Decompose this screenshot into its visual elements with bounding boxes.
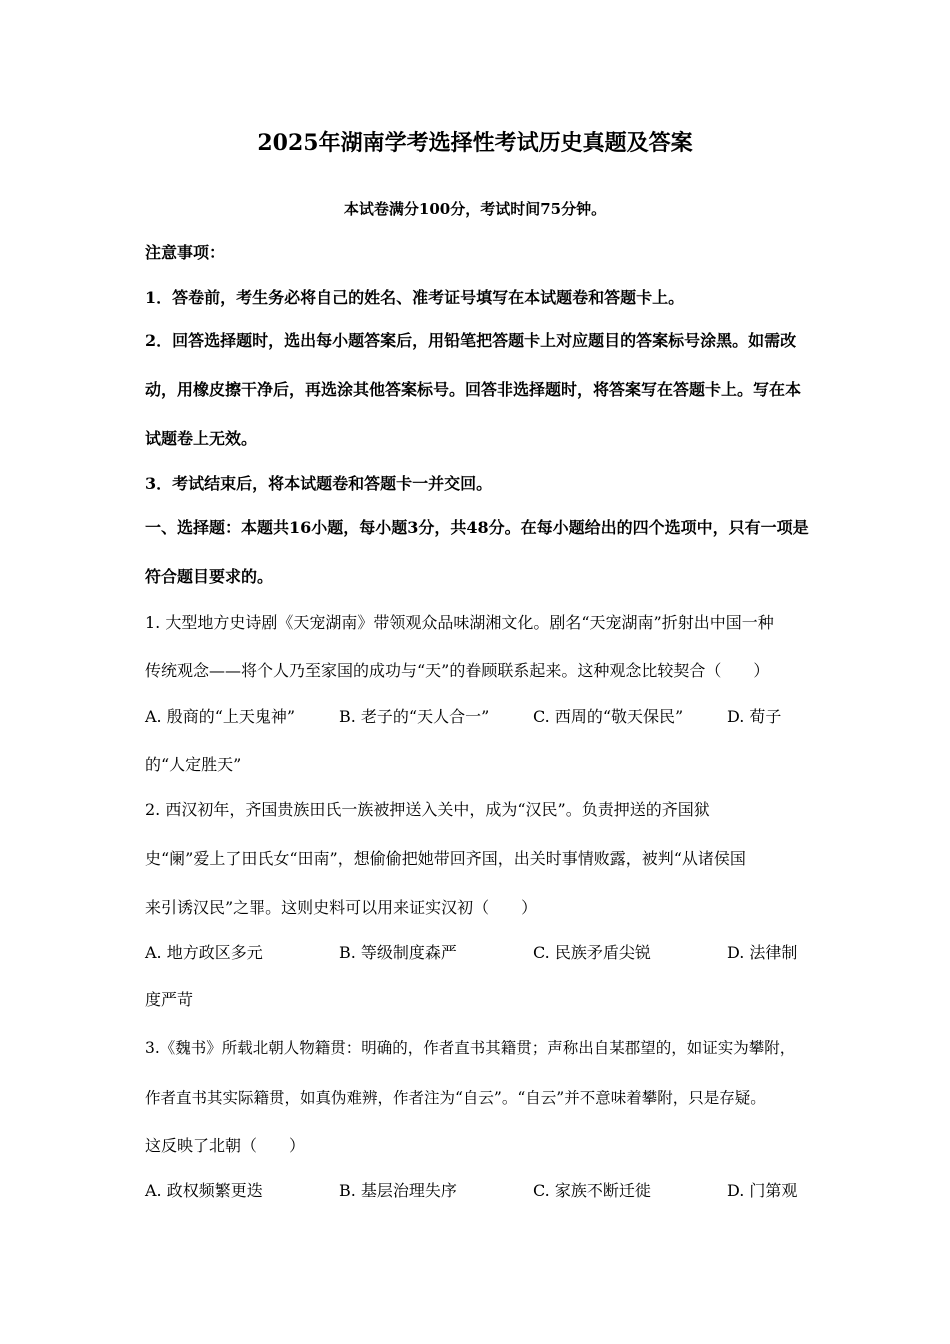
question-3-option-d: D. 门第观 — [727, 1181, 798, 1200]
question-1-option-a: A. 殷商的“上天鬼神” — [145, 707, 296, 726]
page-title: 2025年湖南学考选择性考试历史真题及答案 — [257, 130, 693, 156]
notice-item-1: 1．答卷前，考生务必将自己的姓名、准考证号填写在本试题卷和答题卡上。 — [145, 288, 685, 307]
question-3-option-c: C. 家族不断迁徙 — [533, 1181, 651, 1200]
notice-item-2-line-2: 动，用橡皮擦干净后，再选涂其他答案标号。回答非选择题时，将答案写在答题卡上。写在本 — [145, 380, 802, 399]
notice-heading: 注意事项： — [145, 243, 226, 262]
question-3-option-b: B. 基层治理失序 — [339, 1181, 457, 1200]
notice-item-3: 3．考试结束后，将本试题卷和答题卡一并交回。 — [145, 474, 493, 493]
question-3-line-3: 这反映了北朝（ ） — [145, 1136, 306, 1155]
question-1-line-2: 传统观念——将个人乃至家国的成功与“天”的眷顾联系起来。这种观念比较契合（ ） — [145, 661, 770, 680]
question-1-option-b: B. 老子的“天人合一” — [339, 707, 490, 726]
notice-item-2-line-3: 试题卷上无效。 — [145, 429, 258, 448]
question-1-option-c: C. 西周的“敬天保民” — [533, 707, 684, 726]
section-heading-line-2: 符合题目要求的。 — [145, 567, 274, 586]
question-2-line-3: 来引诱汉民”之罪。这则史料可以用来证实汉初（ ） — [145, 898, 538, 917]
question-2-option-d-continued: 度严苛 — [145, 990, 194, 1009]
question-3-line-2: 作者直书其实际籍贯，如真伪难辨，作者注为“自云”。“自云”并不意味着攀附，只是存疑。 — [145, 1089, 766, 1107]
question-3-option-a: A. 政权频繁更迭 — [145, 1181, 263, 1200]
question-2-line-1: 2. 西汉初年，齐国贵族田氏一族被押送入关中，成为“汉民”。负责押送的齐国狱 — [145, 800, 710, 819]
question-1-option-d-continued: 的“人定胜天” — [145, 755, 242, 774]
section-heading-line-1: 一、选择题：本题共16小题，每小题3分，共48分。在每小题给出的四个选项中，只有一项是 — [145, 518, 809, 537]
question-2-option-a: A. 地方政区多元 — [145, 943, 263, 962]
question-3-line-1: 3.《魏书》所载北朝人物籍贯：明确的，作者直书其籍贯；声称出自某郡望的，如证实为攀附， — [145, 1039, 796, 1057]
question-2-option-b: B. 等级制度森严 — [339, 943, 457, 962]
notice-item-2-line-1: 2．回答选择题时，选出每小题答案后，用铅笔把答题卡上对应题目的答案标号涂黑。如需改 — [145, 331, 797, 350]
exam-info: 本试卷满分100分，考试时间75分钟。 — [343, 200, 607, 218]
question-1-option-d: D. 荀子 — [727, 707, 782, 726]
question-2-line-2: 史“阑”爱上了田氏女“田南”，想偷偷把她带回齐国，出关时事情败露，被判“从诸侯国 — [145, 849, 746, 868]
question-1-line-1: 1. 大型地方史诗剧《天宠湖南》带领观众品味湖湘文化。剧名“天宠湖南”折射出中国一种 — [145, 613, 774, 632]
question-2-option-d: D. 法律制 — [727, 943, 798, 962]
question-2-option-c: C. 民族矛盾尖锐 — [533, 943, 651, 962]
